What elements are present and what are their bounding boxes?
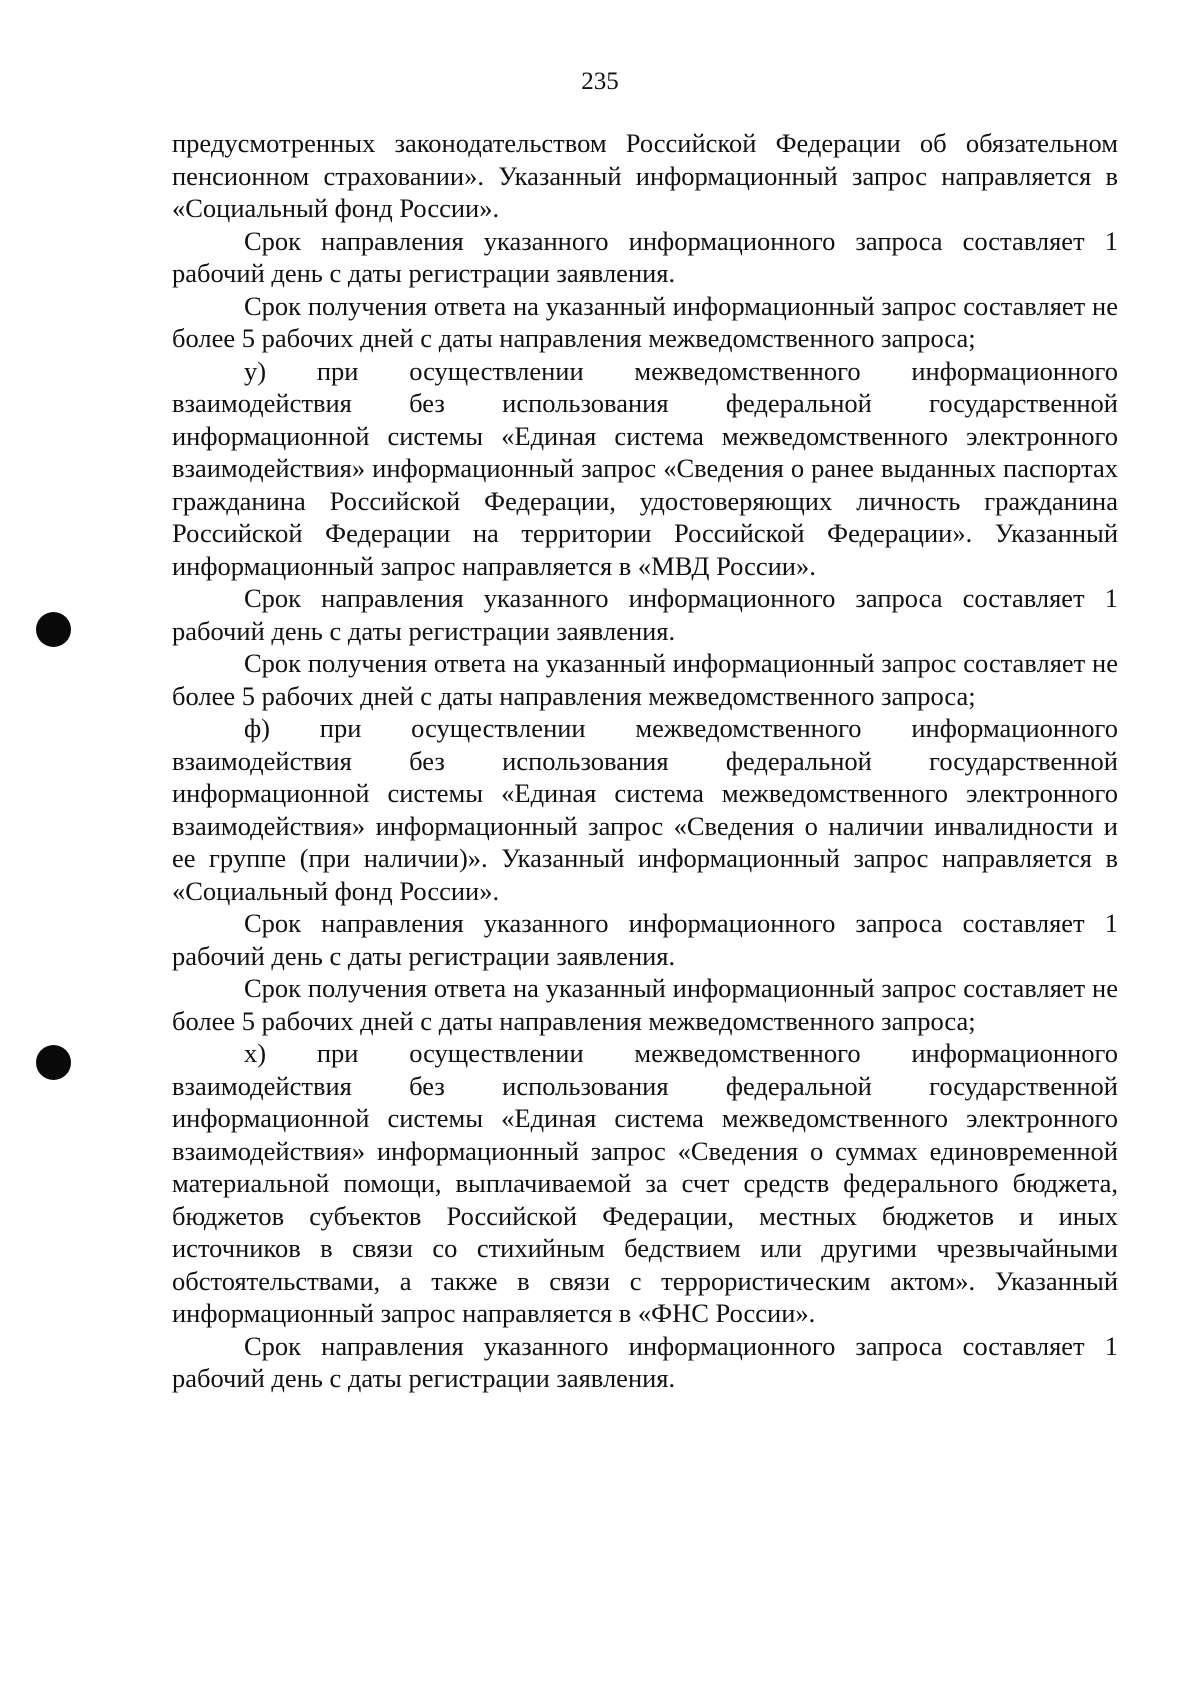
paragraph-item-kh: х) при осуществлении межведомственного информационного взаимодействия без использования федеральной государственной информационной системы «Единая система межведомственного электронного взаимодействия» информационный запрос «Сведения о суммах единовременной материальной помощи, выплачиваемой за счет средств федерального бюджета, бюджетов субъектов Российской Федерации, местных бюджетов и иных источников в связи со стихийным бедствием или другими чрезвычайными обстоятельствами, а также в связи с террористическим актом». Указанный информационный запрос направляется в «ФНС России». bbox=[172, 1038, 1118, 1328]
paragraph: Срок направления указанного информационного запроса составляет 1 рабочий день с даты регистрации заявления. bbox=[172, 583, 1118, 646]
paragraph: Срок направления указанного информационного запроса составляет 1 рабочий день с даты регистрации заявления. bbox=[172, 225, 1118, 288]
punch-hole-mark bbox=[36, 1045, 71, 1080]
paragraph: Срок направления указанного информационного запроса составляет 1 рабочий день с даты регистрации заявления. bbox=[172, 1330, 1118, 1393]
paragraph: Срок получения ответа на указанный информационный запрос составляет не более 5 рабочих дней с даты направления межведомственного запроса; bbox=[172, 290, 1118, 353]
paragraph: Срок направления указанного информационного запроса составляет 1 рабочий день с даты регистрации заявления. bbox=[172, 908, 1118, 971]
document-body bbox=[172, 127, 1118, 1395]
paragraph-item-u: у) при осуществлении межведомственного информационного взаимодействия без использования федеральной государственной информационной системы «Единая система межведомственного электронного взаимодействия» информационный запрос «Сведения о ранее выданных паспортах гражданина Российской Федерации, удостоверяющих личность гражданина Российской Федерации на территории Российской Федерации». Указанный информационный запрос направляется в «МВД России». bbox=[172, 355, 1118, 581]
paragraph: Срок получения ответа на указанный информационный запрос составляет не более 5 рабочих дней с даты направления межведомственного запроса; bbox=[172, 648, 1118, 711]
paragraph: Срок получения ответа на указанный информационный запрос составляет не более 5 рабочих дней с даты направления межведомственного запроса; bbox=[172, 973, 1118, 1036]
paragraph: предусмотренных законодательством Российской Федерации об обязательном пенсионном страховании». Указанный информационный запрос направляется в «Социальный фонд России». bbox=[172, 128, 1118, 223]
punch-hole-mark bbox=[36, 612, 71, 647]
page-number: 235 bbox=[581, 68, 619, 95]
paragraph-item-f: ф) при осуществлении межведомственного информационного взаимодействия без использования федеральной государственной информационной системы «Единая система межведомственного электронного взаимодействия» информационный запрос «Сведения о наличии инвалидности и ее группе (при наличии)». Указанный информационный запрос направляется в «Социальный фонд России». bbox=[172, 713, 1118, 906]
